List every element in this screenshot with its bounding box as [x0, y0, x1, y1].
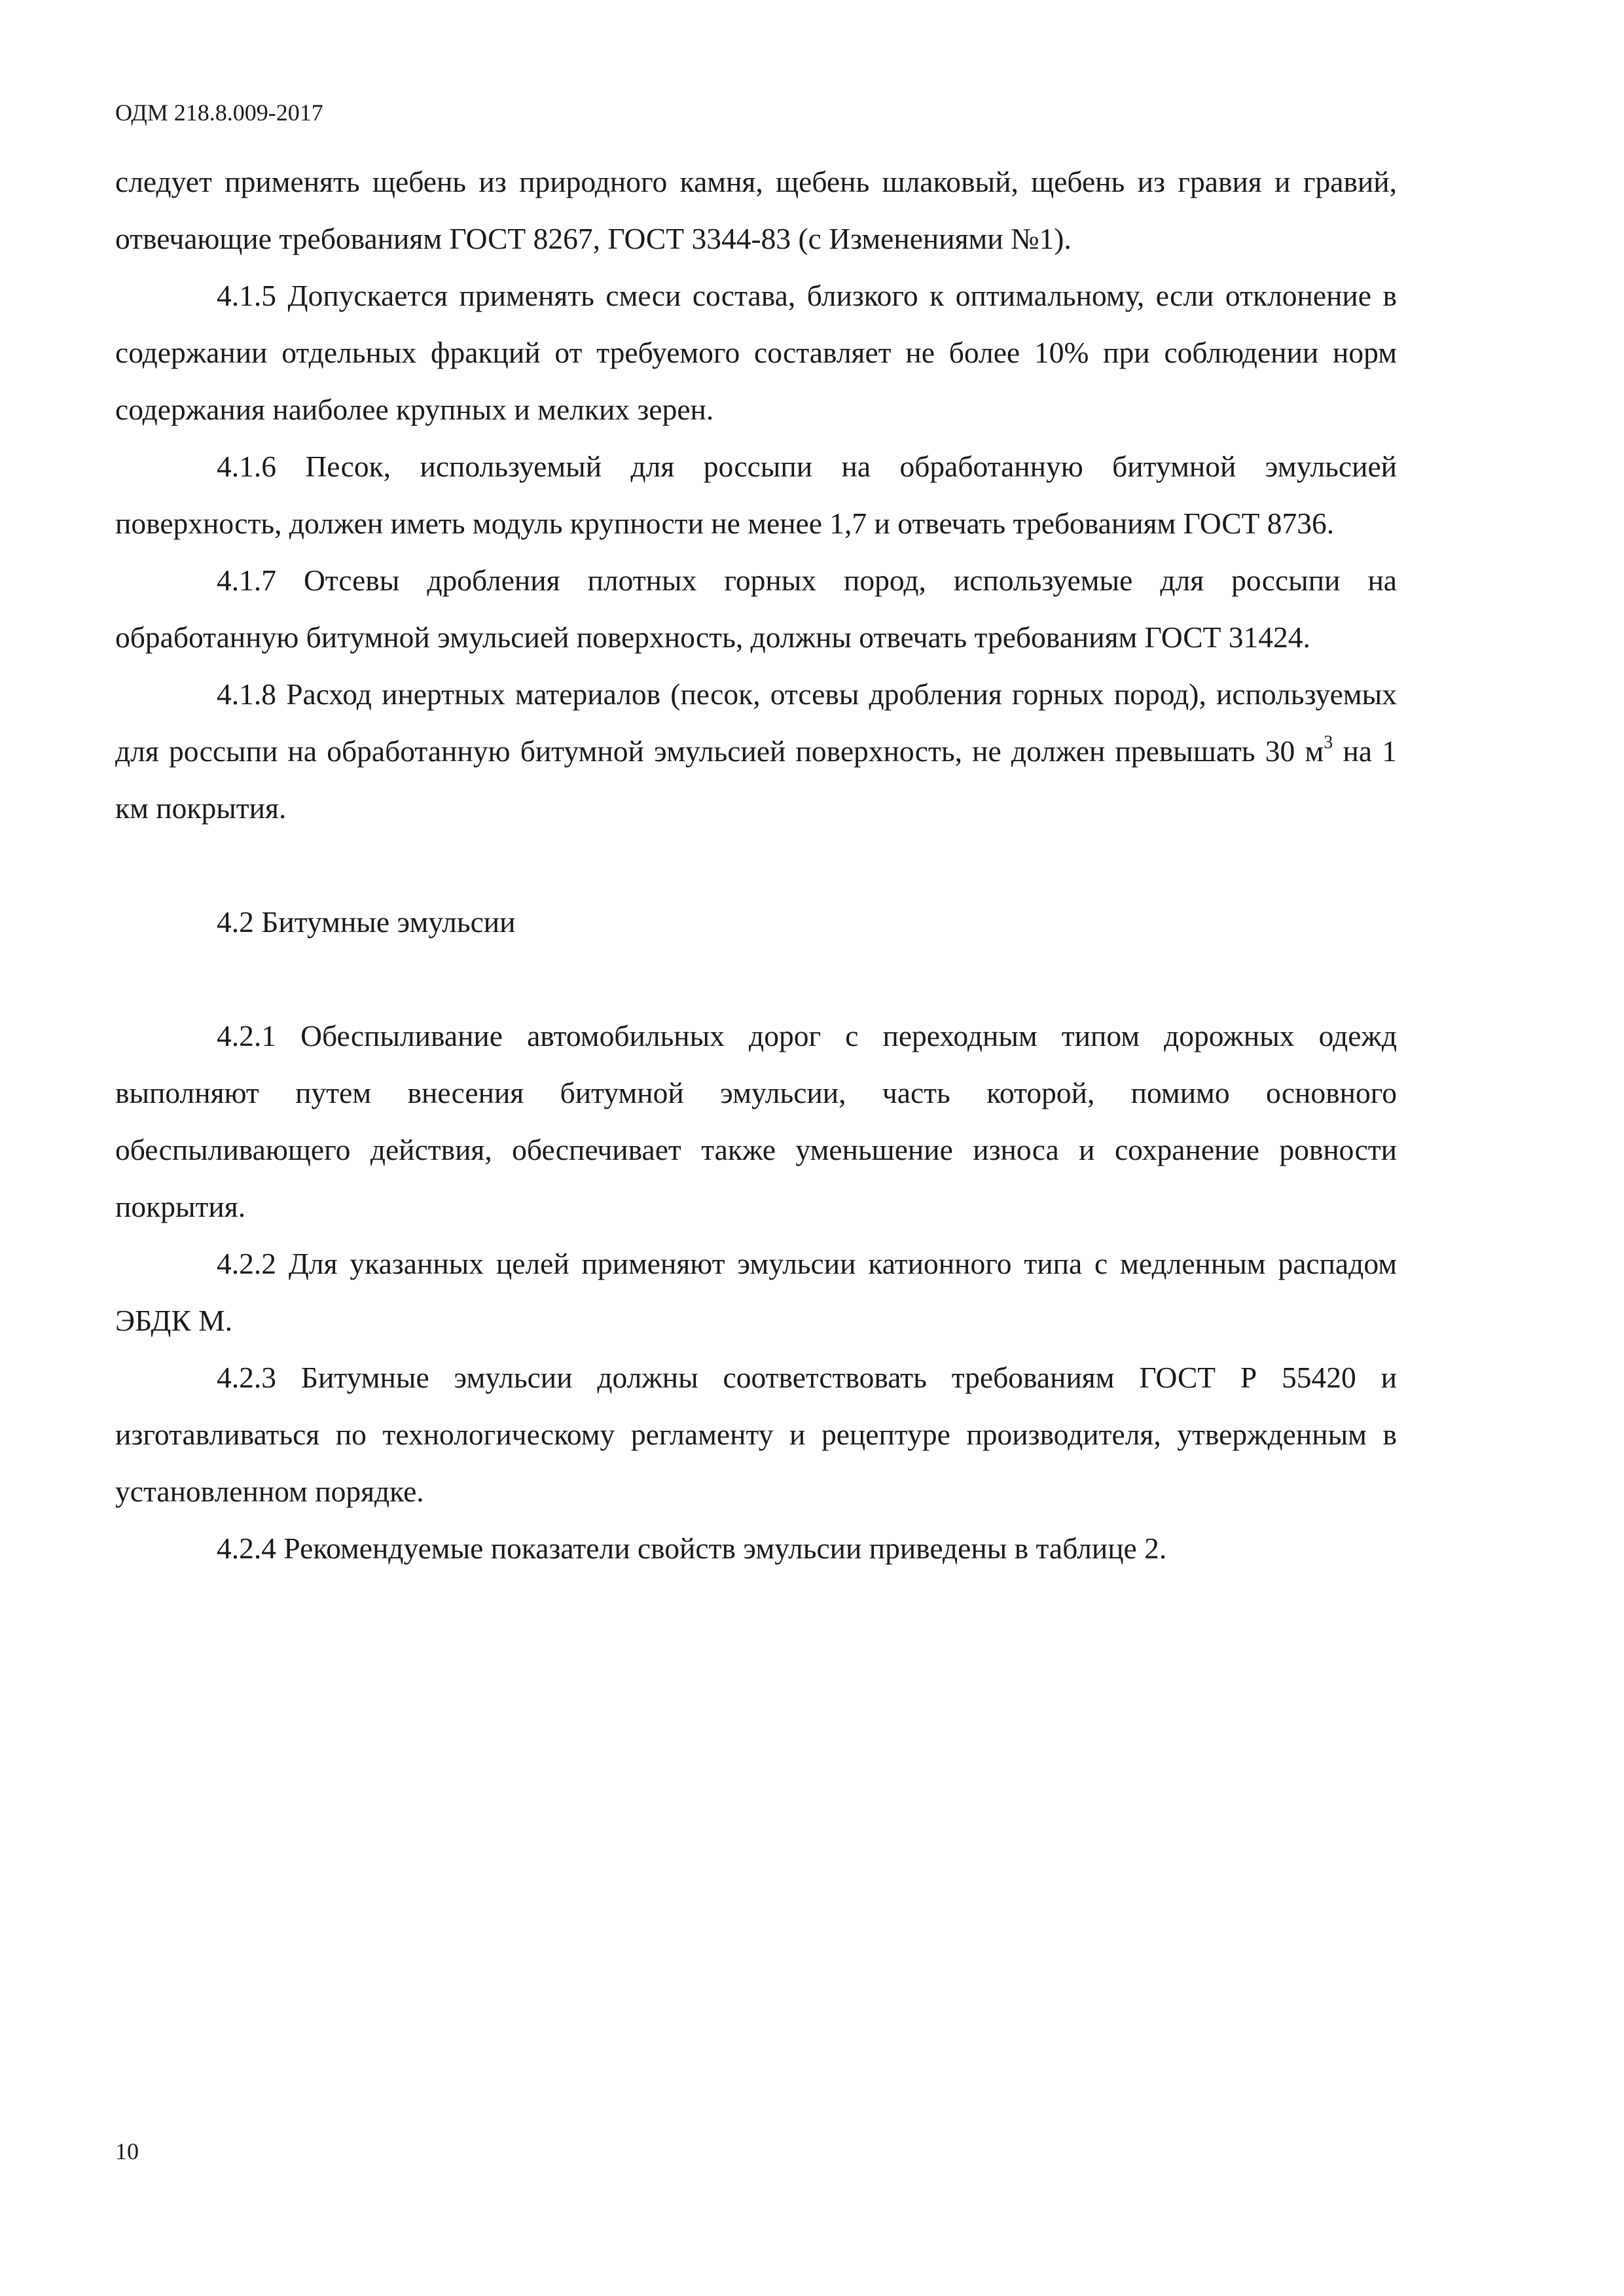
paragraph-4-1-8: [115, 666, 1397, 836]
paragraph-4-2-4: 4.2.4 Рекомендуемые показатели свойств эмульсии приведены в таблице 2.: [217, 1532, 1167, 1565]
page-number: 10: [115, 2138, 139, 2164]
paragraph-4-1-6: 4.1.6 Песок, используемый для россыпи на обработанную битумной эмульсией поверхность, должен иметь модуль крупности не менее 1,7 и отвечать требованиям ГОСТ 8736.: [115, 450, 1397, 540]
paragraph-4-2-1: 4.2.1 Обеспыливание автомобильных дорог с переходным типом дорожных одежд выполняют путем внесения битумной эмульсии, часть которой, помимо основного обеспыливающего действия, обеспечивает также уменьшение износа и сохранение ровности покрытия.: [115, 1019, 1397, 1223]
cubic-superscript: 3: [1324, 732, 1333, 753]
paragraph-4-2-2: 4.2.2 Для указанных целей применяют эмульсии катионного типа с медленным распадом ЭБДК М.: [115, 1247, 1397, 1337]
paragraph-4-1-7: 4.1.7 Отсевы дробления плотных горных пород, используемые для россыпи на обработанную битумной эмульсией поверхность, должны отвечать требованиям ГОСТ 31424.: [115, 564, 1397, 654]
paragraph-4-1-8-tail: на 1 км покрытия.: [115, 734, 1397, 825]
paragraph-4-1-5: 4.1.5 Допускается применять смеси состава, близкого к оптимальному, если отклонение в содержании отдельных фракций от требуемого составляет не более 10% при соблюдении норм содержания наиболее крупных и мелких зерен.: [115, 279, 1397, 426]
page-body: [115, 153, 1397, 1577]
paragraph-4-2-3: 4.2.3 Битумные эмульсии должны соответствовать требованиям ГОСТ Р 55420 и изготавливаться по технологическому регламенту и рецептуре производителя, утвержденным в установленном порядке.: [115, 1361, 1397, 1508]
section-heading-4-2: 4.2 Битумные эмульсии: [217, 905, 516, 939]
document-code-header: ОДМ 218.8.009-2017: [115, 99, 323, 126]
paragraph-continuation: следует применять щебень из природного камня, щебень шлаковый, щебень из гравия и гравий, отвечающие требованиям ГОСТ 8267, ГОСТ 3344-83 (с Изменениями №1).: [115, 165, 1397, 255]
paragraph-4-1-8-text: 4.1.8 Расход инертных материалов (песок, отсевы дробления горных пород), используемых для россыпи на обработанную битумной эмульсией поверхность, не должен превышать 30 м: [115, 677, 1397, 768]
